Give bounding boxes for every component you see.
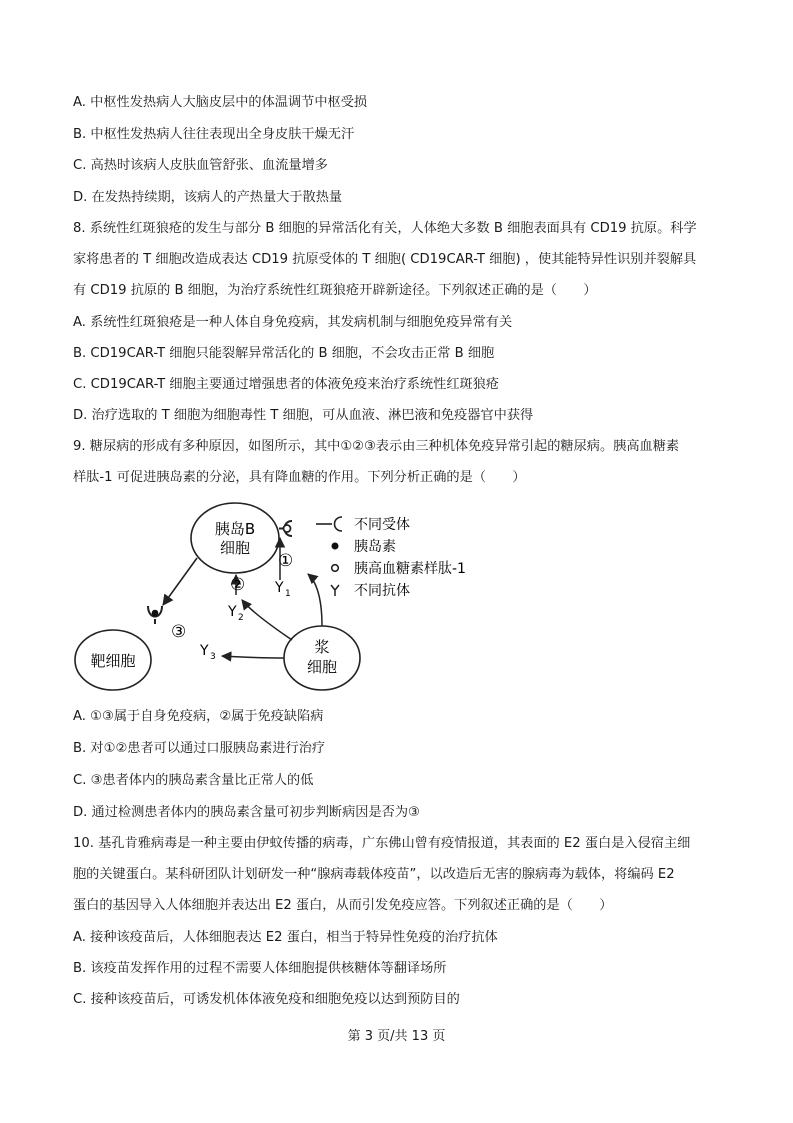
islet-b-cell-label-1: 胰岛B — [214, 520, 256, 538]
legend-receptor-icon — [335, 517, 343, 531]
antibody-label-y1: Y — [275, 580, 284, 596]
target-cell-label: 靶细胞 — [90, 652, 136, 670]
insulin-secretion-arrow — [163, 558, 197, 605]
marker-1: ① — [278, 551, 294, 571]
antibody-label-y3: Y — [200, 643, 209, 659]
antibody-label-y2-sub: 2 — [238, 613, 244, 623]
q8-option-b: B. CD19CAR-T 细胞只能裂解异常活化的 B 细胞，不会攻击正常 B 细胞 — [73, 346, 495, 361]
q9-option-c: C. ③患者体内的胰岛素含量比正常人的低 — [73, 773, 314, 788]
q8-option-a: A. 系统性红斑狼疮是一种人体自身免疫病，其发病机制与细胞免疫异常有关 — [73, 315, 513, 330]
islet-b-cell-label-2: 细胞 — [219, 539, 251, 557]
legend-insulin-label: 胰岛素 — [354, 539, 396, 555]
plasma-cell-label-1: 浆 — [314, 638, 330, 656]
q9-option-a: A. ①③属于自身免疫病，②属于免疫缺陷病 — [73, 709, 324, 724]
q9-stem-line-2: 样肽-1 可促进胰岛素的分泌，具有降血糖的作用。下列分析正确的是（ ） — [73, 470, 526, 485]
q10-option-a: A. 接种该疫苗后，人体细胞表达 E2 蛋白，相当于特异性免疫的治疗抗体 — [73, 930, 498, 945]
legend-insulin-icon — [332, 543, 339, 550]
q10-option-c: C. 接种该疫苗后，可诱发机体体液免疫和细胞免疫以达到预防目的 — [73, 992, 460, 1007]
diabetes-immunity-diagram — [70, 500, 530, 700]
legend-glp1-icon — [332, 565, 339, 572]
q7-option-d: D. 在发热持续期，该病人的产热量大于散热量 — [73, 190, 343, 205]
plasma-cell-label-2: 细胞 — [306, 658, 338, 676]
legend-antibody-label: 不同抗体 — [354, 583, 410, 599]
islet-b-cell-node — [191, 503, 279, 573]
glp1-on-islet — [284, 525, 291, 532]
q10-stem-line-3: 蛋白的基因导入人体细胞并表达出 E2 蛋白，从而引发免疫应答。下列叙述正确的是（ ） — [73, 898, 613, 913]
q7-option-a: A. 中枢性发热病人大脑皮层中的体温调节中枢受损 — [73, 95, 368, 110]
antibody-y1-arrow — [308, 574, 322, 626]
legend-antibody-icon — [331, 585, 339, 596]
q8-option-c: C. CD19CAR-T 细胞主要通过增强患者的体液免疫来治疗系统性红斑狼疮 — [73, 377, 500, 392]
q8-stem-line-3: 有 CD19 抗原的 B 细胞，为治疗系统性红斑狼疮开辟新途径。下列叙述正确的是（ ） — [73, 283, 597, 298]
page-footer: 第 3 页/共 13 页 — [347, 1029, 446, 1044]
marker-3: ③ — [171, 622, 187, 642]
legend-receptor-label: 不同受体 — [354, 517, 410, 533]
q8-stem-line-2: 家将患者的 T 细胞改造成表达 CD19 抗原受体的 T 细胞( CD19CAR-T 细胞) ，使其能特异性识别并裂解具 — [73, 252, 697, 267]
q8-stem-line-1: 8. 系统性红斑狼疮的发生与部分 B 细胞的异常活化有关，人体绝大多数 B 细胞表面具有 CD19 抗原。科学 — [73, 221, 697, 236]
q9-option-b: B. 对①②患者可以通过口服胰岛素进行治疗 — [73, 741, 326, 756]
q8-option-d: D. 治疗选取的 T 细胞为细胞毒性 T 细胞，可从血液、淋巴液和免疫器官中获得 — [73, 408, 534, 423]
q7-option-c: C. 高热时该病人皮肤血管舒张、血流量增多 — [73, 158, 328, 173]
antibody-y2-arrow — [242, 600, 292, 640]
antibody-label-y1-sub: 1 — [285, 589, 291, 599]
antibody-label-y3-sub: 3 — [210, 652, 216, 662]
antibody-label-y2: Y — [228, 604, 237, 620]
q10-stem-line-2: 胞的关键蛋白。某科研团队计划研发一种“腺病毒载体疫苗”，以改造后无害的腺病毒为载体，将编码 E2 — [73, 867, 675, 882]
legend-glp1-label: 胰高血糖素样肽-1 — [354, 561, 466, 577]
q9-option-d: D. 通过检测患者体内的胰岛素含量可初步判断病因是否为③ — [73, 805, 420, 820]
antibody-y3-arrow — [222, 656, 284, 658]
q10-stem-line-1: 10. 基孔肯雅病毒是一种主要由伊蚊传播的病毒，广东佛山曾有疫情报道，其表面的 E2 蛋白是入侵宿主细 — [73, 836, 691, 851]
insulin-on-target — [152, 610, 159, 617]
q9-stem-line-1: 9. 糖尿病的形成有多种原因，如图所示，其中①②③表示由三种机体免疫异常引起的糖尿病。胰高血糖素 — [73, 439, 680, 454]
marker-2: ② — [230, 575, 246, 595]
diagram-legend — [316, 516, 466, 599]
q7-option-b: B. 中枢性发热病人往往表现出全身皮肤干燥无汗 — [73, 127, 355, 142]
q10-option-b: B. 该疫苗发挥作用的过程不需要人体细胞提供核糖体等翻译场所 — [73, 961, 447, 976]
